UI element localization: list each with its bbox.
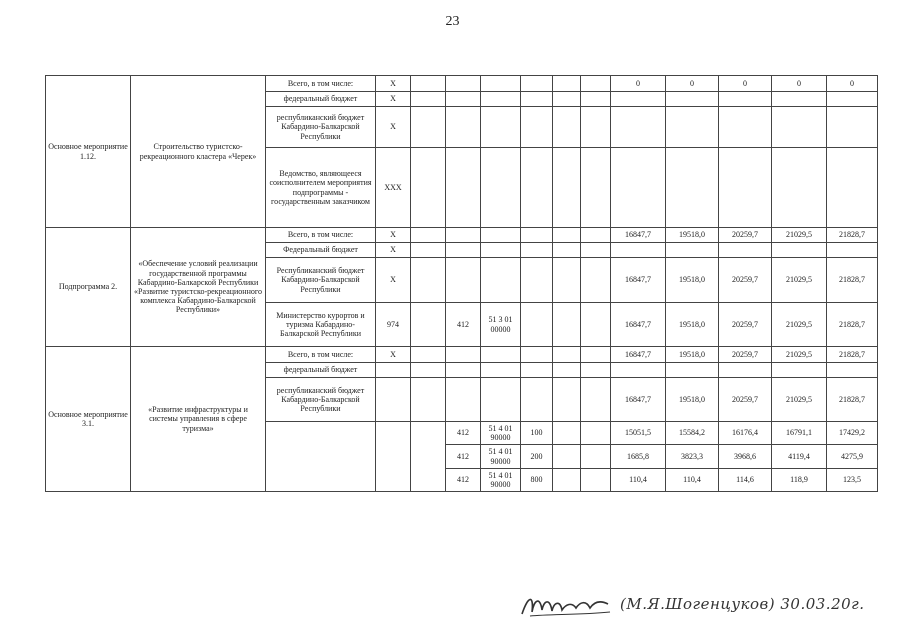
value-cell (772, 243, 827, 258)
code-cell (411, 76, 446, 92)
value-cell: 21828,7 (827, 303, 878, 347)
empty-cell (376, 422, 411, 492)
empty-cell (581, 422, 611, 445)
value-cell: 4119,4 (772, 445, 827, 469)
code-cell (553, 363, 581, 378)
code-cell (521, 303, 553, 347)
code-cell: 51 3 01 00000 (481, 303, 521, 347)
page-number: 23 (445, 14, 460, 29)
code-cell: X (376, 258, 411, 303)
value-cell: 21828,7 (827, 228, 878, 243)
value-cell: 21029,5 (772, 258, 827, 303)
code-cell (521, 92, 553, 107)
value-cell (719, 92, 772, 107)
value-cell (827, 363, 878, 378)
code-cell (446, 107, 481, 148)
code-cell: 412 (446, 303, 481, 347)
value-cell: 16791,1 (772, 422, 827, 445)
value-cell (772, 107, 827, 148)
code-cell (553, 76, 581, 92)
value-cell: 17429,2 (827, 422, 878, 445)
code-cell: 974 (376, 303, 411, 347)
code-cell (553, 469, 581, 492)
code-cell: 51 4 01 90000 (481, 422, 521, 445)
value-cell: 0 (719, 76, 772, 92)
value-cell: 21029,5 (772, 378, 827, 422)
code-cell: 412 (446, 445, 481, 469)
value-cell: 21029,5 (772, 228, 827, 243)
code-cell (446, 378, 481, 422)
code-cell: 412 (446, 422, 481, 445)
value-cell: 20259,7 (719, 303, 772, 347)
value-cell: 19518,0 (666, 228, 719, 243)
value-cell: 110,4 (666, 469, 719, 492)
code-cell: XXX (376, 148, 411, 228)
code-cell (411, 303, 446, 347)
code-cell (481, 347, 521, 363)
funding-source: республиканский бюджет Кабардино-Балкарской Республики (266, 378, 376, 422)
value-cell: 0 (666, 76, 719, 92)
section-name: Основное мероприятие 3.1. (46, 347, 131, 492)
code-cell (521, 347, 553, 363)
table-row (46, 228, 878, 243)
code-cell (446, 347, 481, 363)
value-cell (827, 243, 878, 258)
section-name: Подпрограмма 2. (46, 228, 131, 347)
value-cell: 3968,6 (719, 445, 772, 469)
value-cell: 21828,7 (827, 378, 878, 422)
code-cell: X (376, 228, 411, 243)
value-cell: 16847,7 (611, 378, 666, 422)
value-cell (611, 148, 666, 228)
code-cell (481, 258, 521, 303)
value-cell (666, 92, 719, 107)
value-cell: 15051,5 (611, 422, 666, 445)
value-cell: 15584,2 (666, 422, 719, 445)
code-cell (521, 378, 553, 422)
code-cell (521, 363, 553, 378)
value-cell: 19518,0 (666, 347, 719, 363)
value-cell (611, 107, 666, 148)
code-cell (411, 148, 446, 228)
code-cell (521, 107, 553, 148)
empty-cell (581, 258, 611, 303)
code-cell (481, 148, 521, 228)
section-name: Основное мероприятие 1.12. (46, 76, 131, 228)
value-cell: 19518,0 (666, 303, 719, 347)
value-cell (666, 148, 719, 228)
code-cell (553, 445, 581, 469)
code-cell: X (376, 76, 411, 92)
code-cell: 51 4 01 90000 (481, 445, 521, 469)
code-cell: X (376, 347, 411, 363)
code-cell (411, 228, 446, 243)
empty-cell (266, 422, 376, 492)
empty-cell (581, 469, 611, 492)
code-cell (521, 258, 553, 303)
signature-text: (М.Я.Шогенцуков) 30.03.20г. (620, 595, 865, 613)
budget-table (45, 75, 878, 492)
code-cell (553, 243, 581, 258)
code-cell (481, 76, 521, 92)
value-cell: 118,9 (772, 469, 827, 492)
code-cell (521, 243, 553, 258)
empty-cell (581, 347, 611, 363)
code-cell: X (376, 243, 411, 258)
funding-source: Федеральный бюджет (266, 243, 376, 258)
code-cell (521, 228, 553, 243)
value-cell: 123,5 (827, 469, 878, 492)
value-cell: 0 (827, 76, 878, 92)
empty-cell (581, 148, 611, 228)
value-cell (719, 243, 772, 258)
code-cell (481, 243, 521, 258)
value-cell (611, 243, 666, 258)
code-cell: X (376, 107, 411, 148)
value-cell: 0 (772, 76, 827, 92)
value-cell (772, 148, 827, 228)
value-cell (666, 243, 719, 258)
code-cell (553, 347, 581, 363)
table-row (46, 76, 878, 92)
value-cell: 16847,7 (611, 228, 666, 243)
value-cell (827, 92, 878, 107)
value-cell (719, 107, 772, 148)
code-cell (553, 303, 581, 347)
funding-source: Всего, в том числе: (266, 76, 376, 92)
value-cell (666, 107, 719, 148)
code-cell (411, 258, 446, 303)
value-cell: 21029,5 (772, 303, 827, 347)
value-cell (719, 363, 772, 378)
value-cell: 21828,7 (827, 258, 878, 303)
code-cell (446, 243, 481, 258)
value-cell (719, 148, 772, 228)
code-cell (481, 92, 521, 107)
code-cell (446, 228, 481, 243)
code-cell (553, 378, 581, 422)
code-cell (376, 363, 411, 378)
code-cell (446, 76, 481, 92)
value-cell: 20259,7 (719, 258, 772, 303)
code-cell: 800 (521, 469, 553, 492)
code-cell (553, 148, 581, 228)
value-cell: 20259,7 (719, 378, 772, 422)
empty-cell (581, 107, 611, 148)
table-row (46, 347, 878, 363)
funding-source: Министерство курортов и туризма Кабардино-Балкарской Республики (266, 303, 376, 347)
code-cell (481, 363, 521, 378)
code-cell: 200 (521, 445, 553, 469)
handwritten-signature (520, 590, 615, 620)
value-cell: 16847,7 (611, 347, 666, 363)
value-cell: 16847,7 (611, 258, 666, 303)
code-cell (411, 347, 446, 363)
funding-source: Всего, в том числе: (266, 347, 376, 363)
code-cell (553, 228, 581, 243)
code-cell (411, 107, 446, 148)
empty-cell (581, 76, 611, 92)
funding-source: республиканский бюджет Кабардино-Балкарской Республики (266, 107, 376, 148)
code-cell (521, 148, 553, 228)
code-cell (446, 363, 481, 378)
value-cell: 110,4 (611, 469, 666, 492)
value-cell: 20259,7 (719, 347, 772, 363)
funding-source: федеральный бюджет (266, 363, 376, 378)
value-cell: 114,6 (719, 469, 772, 492)
section-title: «Развитие инфраструктуры и системы управления в сфере туризма» (131, 347, 266, 492)
value-cell: 21828,7 (827, 347, 878, 363)
value-cell: 19518,0 (666, 378, 719, 422)
empty-cell (581, 303, 611, 347)
funding-source: Республиканский бюджет Кабардино-Балкарской Республики (266, 258, 376, 303)
value-cell (666, 363, 719, 378)
code-cell (481, 378, 521, 422)
empty-cell (581, 228, 611, 243)
code-cell (553, 92, 581, 107)
code-cell (446, 92, 481, 107)
value-cell: 16847,7 (611, 303, 666, 347)
section-title: Строительство туристско-рекреационного кластера «Черек» (131, 76, 266, 228)
code-cell: 51 4 01 90000 (481, 469, 521, 492)
code-cell: 100 (521, 422, 553, 445)
empty-cell (581, 243, 611, 258)
value-cell: 3823,3 (666, 445, 719, 469)
code-cell (521, 76, 553, 92)
code-cell (553, 422, 581, 445)
code-cell (376, 378, 411, 422)
value-cell (772, 363, 827, 378)
funding-source: Ведомство, являющееся соисполнителем мероприятия подпрограммы - государственным заказчиком (266, 148, 376, 228)
value-cell (772, 92, 827, 107)
code-cell (446, 258, 481, 303)
value-cell: 4275,9 (827, 445, 878, 469)
code-cell (481, 107, 521, 148)
value-cell: 20259,7 (719, 228, 772, 243)
empty-cell (581, 445, 611, 469)
code-cell: X (376, 92, 411, 107)
value-cell: 16176,4 (719, 422, 772, 445)
funding-source: федеральный бюджет (266, 92, 376, 107)
code-cell (411, 243, 446, 258)
value-cell: 19518,0 (666, 258, 719, 303)
code-cell: 412 (446, 469, 481, 492)
empty-cell (581, 363, 611, 378)
value-cell: 0 (611, 76, 666, 92)
funding-source: Всего, в том числе: (266, 228, 376, 243)
value-cell (611, 363, 666, 378)
code-cell (446, 148, 481, 228)
code-cell (411, 363, 446, 378)
value-cell: 21029,5 (772, 347, 827, 363)
section-title: «Обеспечение условий реализации государственной программы Кабардино-Балкарской Республики «Развитие туристско-рекреационного комплекса Кабардино-Балкарской Республики» (131, 228, 266, 347)
value-cell: 1685,8 (611, 445, 666, 469)
code-cell (553, 258, 581, 303)
value-cell (611, 92, 666, 107)
code-cell (411, 378, 446, 422)
empty-cell (581, 92, 611, 107)
value-cell (827, 148, 878, 228)
code-cell (553, 107, 581, 148)
empty-cell (411, 422, 446, 492)
value-cell (827, 107, 878, 148)
empty-cell (581, 378, 611, 422)
code-cell (411, 92, 446, 107)
code-cell (481, 228, 521, 243)
